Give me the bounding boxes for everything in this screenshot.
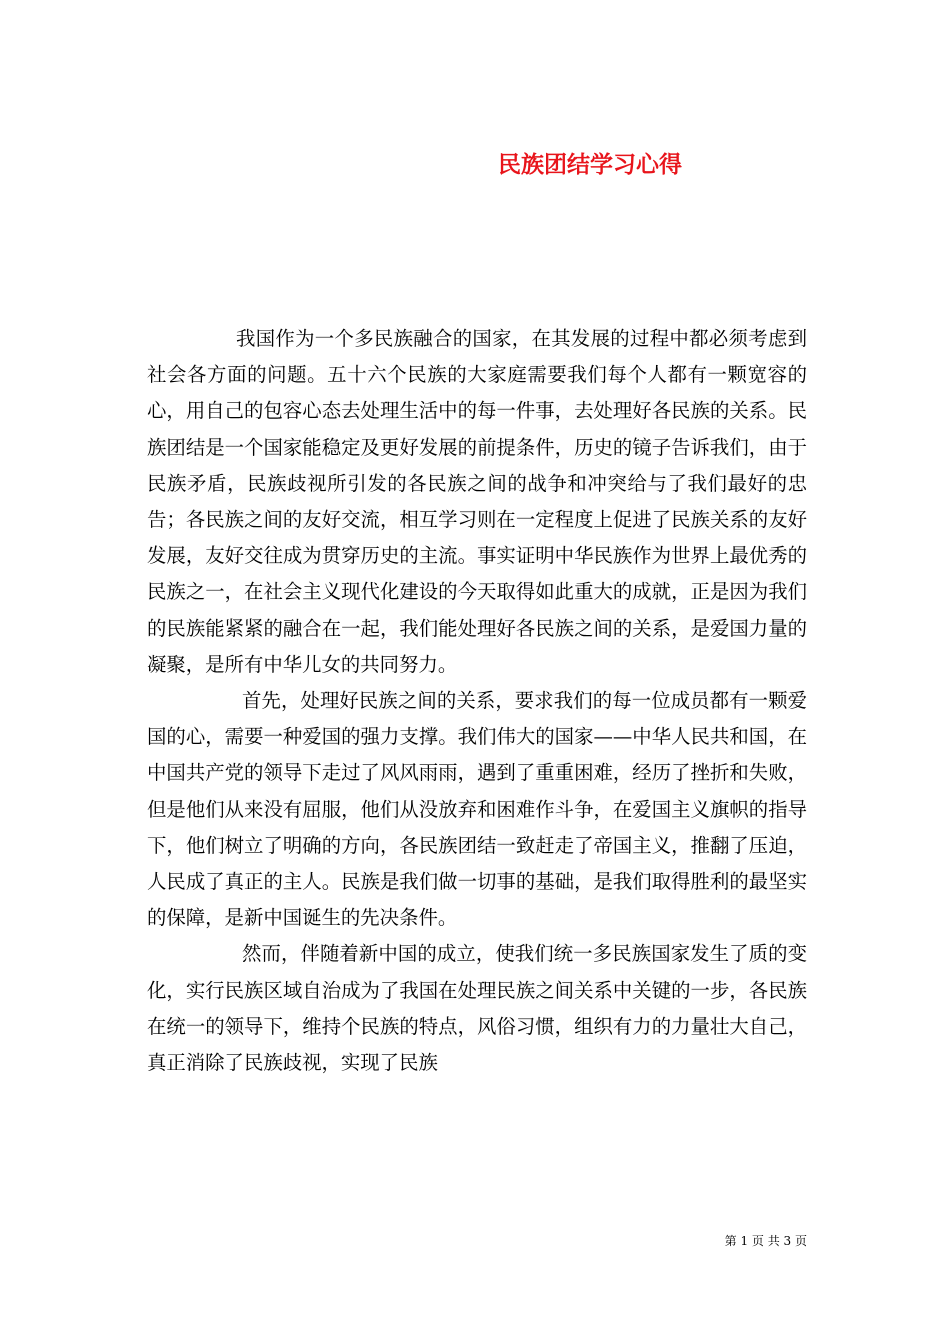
document-title: 民族团结学习心得: [498, 151, 682, 179]
page-number-footer: 第 1 页 共 3 页: [724, 1234, 807, 1248]
document-body: [147, 321, 807, 1081]
paragraph-2: 首先，处理好民族之间的关系，要求我们的每一位成员都有一颗爱国的心，需要一种爱国的强力支撑。我们伟大的国家——中华人民共和国，在中国共产党的领导下走过了风风雨雨，遇到了重重困难，经历了挫折和失败，但是他们从来没有屈服，他们从没放弃和困难作斗争，在爱国主义旗帜的指导下，他们树立了明确的方向，各民族团结一致赶走了帝国主义，推翻了压迫，人民成了真正的主人。民族是我们做一切事的基础，是我们取得胜利的最坚实的保障，是新中国诞生的先决条件。: [147, 689, 807, 930]
paragraph-1: 我国作为一个多民族融合的国家，在其发展的过程中都必须考虑到社会各方面的问题。五十六个民族的大家庭需要我们每个人都有一颗宽容的心，用自己的包容心态去处理生活中的每一件事，去处理好各民族的关系。民族团结是一个国家能稳定及更好发展的前提条件，历史的镜子告诉我们，由于民族矛盾，民族歧视所引发的各民族之间的战争和冲突给与了我们最好的忠告；各民族之间的友好交流，相互学习则在一定程度上促进了民族关系的友好发展，友好交往成为贯穿历史的主流。事实证明中华民族作为世界上最优秀的民族之一，在社会主义现代化建设的今天取得如此重大的成就，正是因为我们的民族能紧紧的融合在一起，我们能处理好各民族之间的关系，是爱国力量的凝聚，是所有中华儿女的共同努力。: [147, 327, 807, 676]
paragraph-3: 然而，伴随着新中国的成立，使我们统一多民族国家发生了质的变化，实行民族区域自治成为了我国在处理民族之间关系中关键的一步，各民族在统一的领导下，维持个民族的特点，风俗习惯，组织有力的力量壮大自己，真正消除了民族歧视，实现了民族: [147, 942, 807, 1075]
